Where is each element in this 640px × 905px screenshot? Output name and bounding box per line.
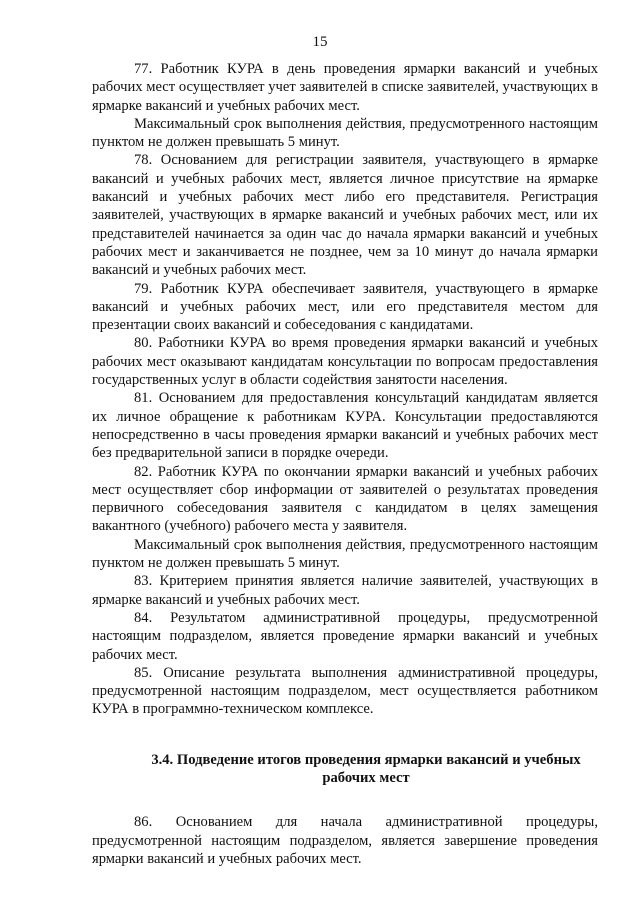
paragraph-84: 84. Результатом административной процедуры, предусмотренной настоящим подразделом, является проведение ярмарки вакансий и учебных рабочих мест. — [92, 609, 598, 663]
paragraph-80: 80. Работники КУРА во время проведения ярмарки вакансий и учебных рабочих мест оказывают кандидатам консультации по вопросам предоставления государственных услуг в области содействия занятости населения. — [92, 335, 598, 389]
paragraph-78: 78. Основанием для регистрации заявителя, участвующего в ярмарке вакансий и учебных рабочих мест, является личное присутствие на ярмарке вакансий и учебных рабочих мест либо его представителя. Регистрация заявителей, участвующих в ярмарке вакансий и учебных рабочих мест, или их представителей начинается за один час до начала ярмарки вакансий и учебных рабочих мест и заканчивается не позднее, чем за 10 минут до начала ярмарки вакансий и учебных рабочих мест. — [92, 152, 598, 279]
paragraph-79: 79. Работник КУРА обеспечивает заявителя, участвующего в ярмарке вакансий и учебных рабочих мест, или его представителя местом для презентации своих вакансий и собеседования с кандидатами. — [92, 280, 598, 334]
paragraph-77: 77. Работник КУРА в день проведения ярмарки вакансий и учебных рабочих мест осуществляет учет заявителей в списке заявителей, участвующих в ярмарке вакансий и учебных рабочих мест. — [92, 61, 598, 114]
paragraph-85: 85. Описание результата выполнения административной процедуры, предусмотренной настоящим подразделом, мест осуществляется работником КУРА в программно-техническом комплексе. — [92, 664, 598, 718]
paragraph-86: 86. Основанием для начала административной процедуры, предусмотренной настоящим подразделом, является завершение проведения ярмарки вакансий и учебных рабочих мест. — [92, 814, 598, 867]
paragraph-77-time-limit: Максимальный срок выполнения действия, предусмотренного настоящим пунктом не должен превышать 5 минут. — [92, 115, 598, 151]
document-body — [92, 60, 598, 868]
paragraph-82-time-limit: Максимальный срок выполнения действия, предусмотренного настоящим пунктом не должен превышать 5 минут. — [92, 536, 598, 572]
paragraph-81: 81. Основанием для предоставления консультаций кандидатам является их личное обращение к работникам КУРА. Консультации предоставляются непосредственно в часы проведения ярмарки вакансий и учебных рабочих мест без предварительной записи в порядке очереди. — [92, 390, 598, 462]
paragraph-82: 82. Работник КУРА по окончании ярмарки вакансий и учебных рабочих мест осуществляет сбор информации от заявителей о результатах проведения первичного собеседования заявителя с кандидатом в целях замещения вакантного (учебного) рабочего места у заявителя. — [92, 463, 598, 535]
section-heading: 3.4. Подведение итогов проведения ярмарки вакансий и учебных рабочих мест — [151, 751, 581, 786]
paragraph-83: 83. Критерием принятия является наличие заявителей, участвующих в ярмарке вакансий и учебных рабочих мест. — [92, 573, 598, 608]
page-number: 15 — [312, 34, 328, 50]
